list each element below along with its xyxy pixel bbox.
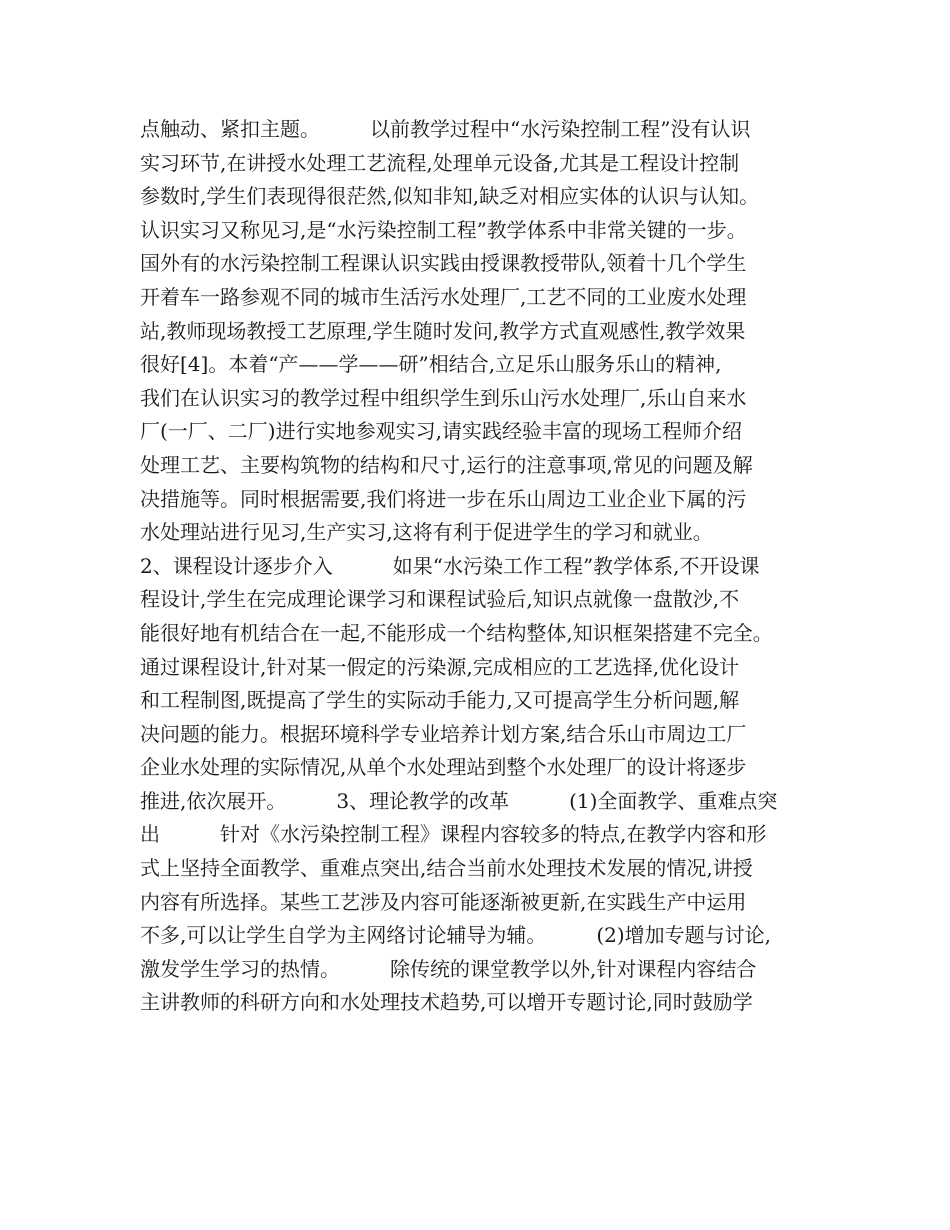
text-line: 点触动、紧扣主题。 以前教学过程中“水污染控制工程”没有认识 — [140, 117, 751, 141]
text-line: 不多,可以让学生自学为主网络讨论辅导为辅。 (2)增加专题与讨论, — [140, 923, 772, 948]
text-line: 推进,依次展开。 3、理论教学的改革 (1)全面教学、重难点突 — [140, 788, 778, 813]
text-line: 实习环节,在讲授水处理工艺流程,处理单元设备,尤其是工程设计控制 — [140, 150, 740, 175]
text-line: 2、课程设计逐步介入 如果“水污染工作工程”教学体系,不开设课 — [140, 553, 760, 578]
body-text — [140, 113, 830, 1020]
text-line: 水处理站进行见习,生产实习,这将有利于促进学生的学习和就业。 — [140, 520, 713, 545]
text-line: 企业水处理的实际情况,从单个水处理站到整个水处理厂的设计将逐步 — [140, 755, 747, 780]
text-line: 决问题的能力。根据环境科学专业培养计划方案,结合乐山市周边工厂 — [140, 721, 747, 746]
text-line: 式上坚持全面教学、重难点突出,结合当前水处理技术发展的情况,讲授 — [140, 856, 753, 881]
text-line: 激发学生学习的热情。 除传统的课堂教学以外,针对课程内容结合 — [140, 956, 757, 981]
text-line: 决措施等。同时根据需要,我们将进一步在乐山周边工业企业下属的污 — [140, 486, 747, 511]
text-line: 厂(一厂、二厂)进行实地参观实习,请实践经验丰富的现场工程师介绍 — [140, 419, 742, 444]
text-line: 认识实习又称见习,是“水污染控制工程”教学体系中非常关键的一步。 — [140, 217, 747, 242]
text-line: 很好[4]。本着“产——学——研”相结合,立足乐山服务乐山的精神, — [140, 352, 722, 377]
text-line: 内容有所选择。某些工艺涉及内容可能逐渐被更新,在实践生产中运用 — [140, 889, 747, 914]
text-line: 参数时,学生们表现得很茫然,似知非知,缺乏对相应实体的认识与认知。 — [140, 184, 760, 209]
text-line: 出 针对《水污染控制工程》课程内容较多的特点,在教学内容和形 — [140, 822, 767, 847]
text-line: 能很好地有机结合在一起,不能形成一个结构整体,知识框架搭建不完全。 — [140, 620, 773, 645]
text-line: 站,教师现场教授工艺原理,学生随时发问,教学方式直观感性,教学效果 — [140, 318, 746, 343]
text-line: 国外有的水污染控制工程课认识实践由授课教授带队,领着十几个学生 — [140, 251, 747, 276]
text-line: 主讲教师的科研方向和水处理技术趋势,可以增开专题讨论,同时鼓励学 — [140, 990, 753, 1015]
text-line: 和工程制图,既提高了学生的实际动手能力,又可提高学生分析问题,解 — [140, 688, 740, 713]
text-line: 我们在认识实习的教学过程中组织学生到乐山污水处理厂,乐山自来水 — [140, 385, 747, 410]
text-line: 处理工艺、主要构筑物的结构和尺寸,运行的注意事项,常见的问题及解 — [140, 452, 753, 477]
text-line: 通过课程设计,针对某一假定的污染源,完成相应的工艺选择,优化设计 — [140, 654, 740, 679]
text-line: 程设计,学生在完成理论课学习和课程试验后,知识点就像一盘散沙,不 — [140, 587, 740, 612]
text-line: 开着车一路参观不同的城市生活污水处理厂,工艺不同的工业废水处理 — [140, 284, 747, 309]
